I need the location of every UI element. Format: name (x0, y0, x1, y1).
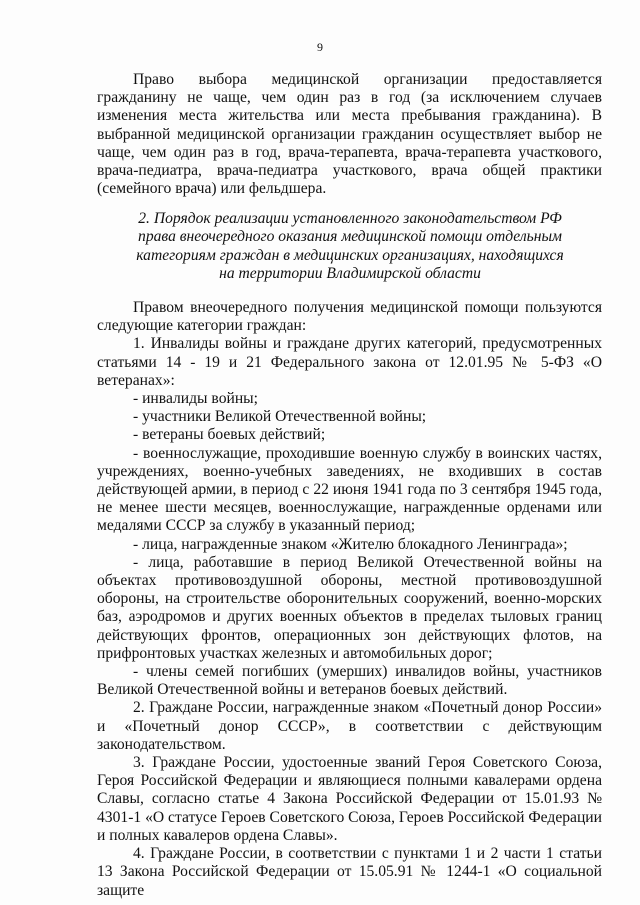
list-item: - участники Великой Отечественной войны; (133, 408, 427, 426)
intro-paragraph: Право выбора медицинской организации предоставляется гражданину не чаще, чем один раз в год (за исключением случаев изменения места жительства или места пребывания гражданина). В выбранной медицинской организации гражданин осуществляет выбор не чаще, чем один раз в год, врача-терапевта, врача-терапевта участкового, врача-педиатра, врача-педиатра участкового, врача общей практики (семейного врача) или фельдшера. (97, 71, 602, 198)
section-heading-line: права внеочередного оказания медицинской помощи отдельным (138, 228, 562, 246)
list-item: - лица, награжденные знаком «Жителю блокадного Ленинграда»; (133, 535, 568, 553)
section-heading-line: категориям граждан в медицинских организациях, находящихся (136, 246, 564, 264)
intro-block (97, 71, 602, 198)
list-item: - военнослужащие, проходившие военную службу в воинских частях, учреждениях, военно-учебных заведениях, не входивших в состав действующей армии, в период с 22 июня 1941 года по 3 сентября 1945 года, не менее шести месяцев, военнослужащие, награжденные орденами или медалями СССР за службу в указанный период; (97, 444, 602, 535)
page-number: 9 (317, 40, 323, 54)
lead-paragraph: Правом внеочередного получения медицинской помощи пользуются следующие категории граждан: (97, 299, 602, 335)
list-item: - лица, работавшие в период Великой Отечественной войны на объектах противовоздушной обороны, местной противовоздушной обороны, на строительстве оборонительных сооружений, военно-морских баз, аэродромов и других военных объектов в пределах тыловых границ действующих фронтов, операционных зон действующих флотов, на прифронтовых участках железных и автомобильных дорог; (97, 553, 602, 662)
list-item: 4. Граждане России, в соответствии с пунктами 1 и 2 части 1 статьи 13 Закона Российской Федерации от 15.05.91 № 1244-1 «О социальной защите (97, 845, 602, 899)
section-heading-line: на территории Владимирской области (219, 265, 481, 283)
section-heading-line: 2. Порядок реализации установленного законодательством РФ (138, 210, 562, 227)
section-heading (110, 210, 590, 284)
categories-block (97, 299, 602, 900)
list-item: - члены семей погибших (умерших) инвалидов войны, участников Великой Отечественной войны и ветеранов боевых действий. (97, 663, 602, 699)
list-item: 2. Граждане России, награжденные знаком «Почетный донор России» и «Почетный донор СССР», в соответствии с действующим законодательством. (97, 699, 602, 753)
list-item: - инвалиды войны; (133, 390, 258, 408)
list-item: 3. Граждане России, удостоенные званий Героя Советского Союза, Героя Российской Федерации и являющиеся полными кавалерами ордена Славы, согласно статье 4 Закона Российской Федерации от 15.01.93 № 4301-1 «О статусе Героев Советского Союза, Героев Российской Федерации и полных кавалеров ордена Славы». (97, 754, 602, 844)
list-item: 1. Инвалиды войны и граждане других категорий, предусмотренных статьями 14 - 19 и 21 Федерального закона от 12.01.95 № 5-ФЗ «О ветеранах»: (97, 335, 602, 389)
list-item: - ветераны боевых действий; (133, 426, 326, 444)
